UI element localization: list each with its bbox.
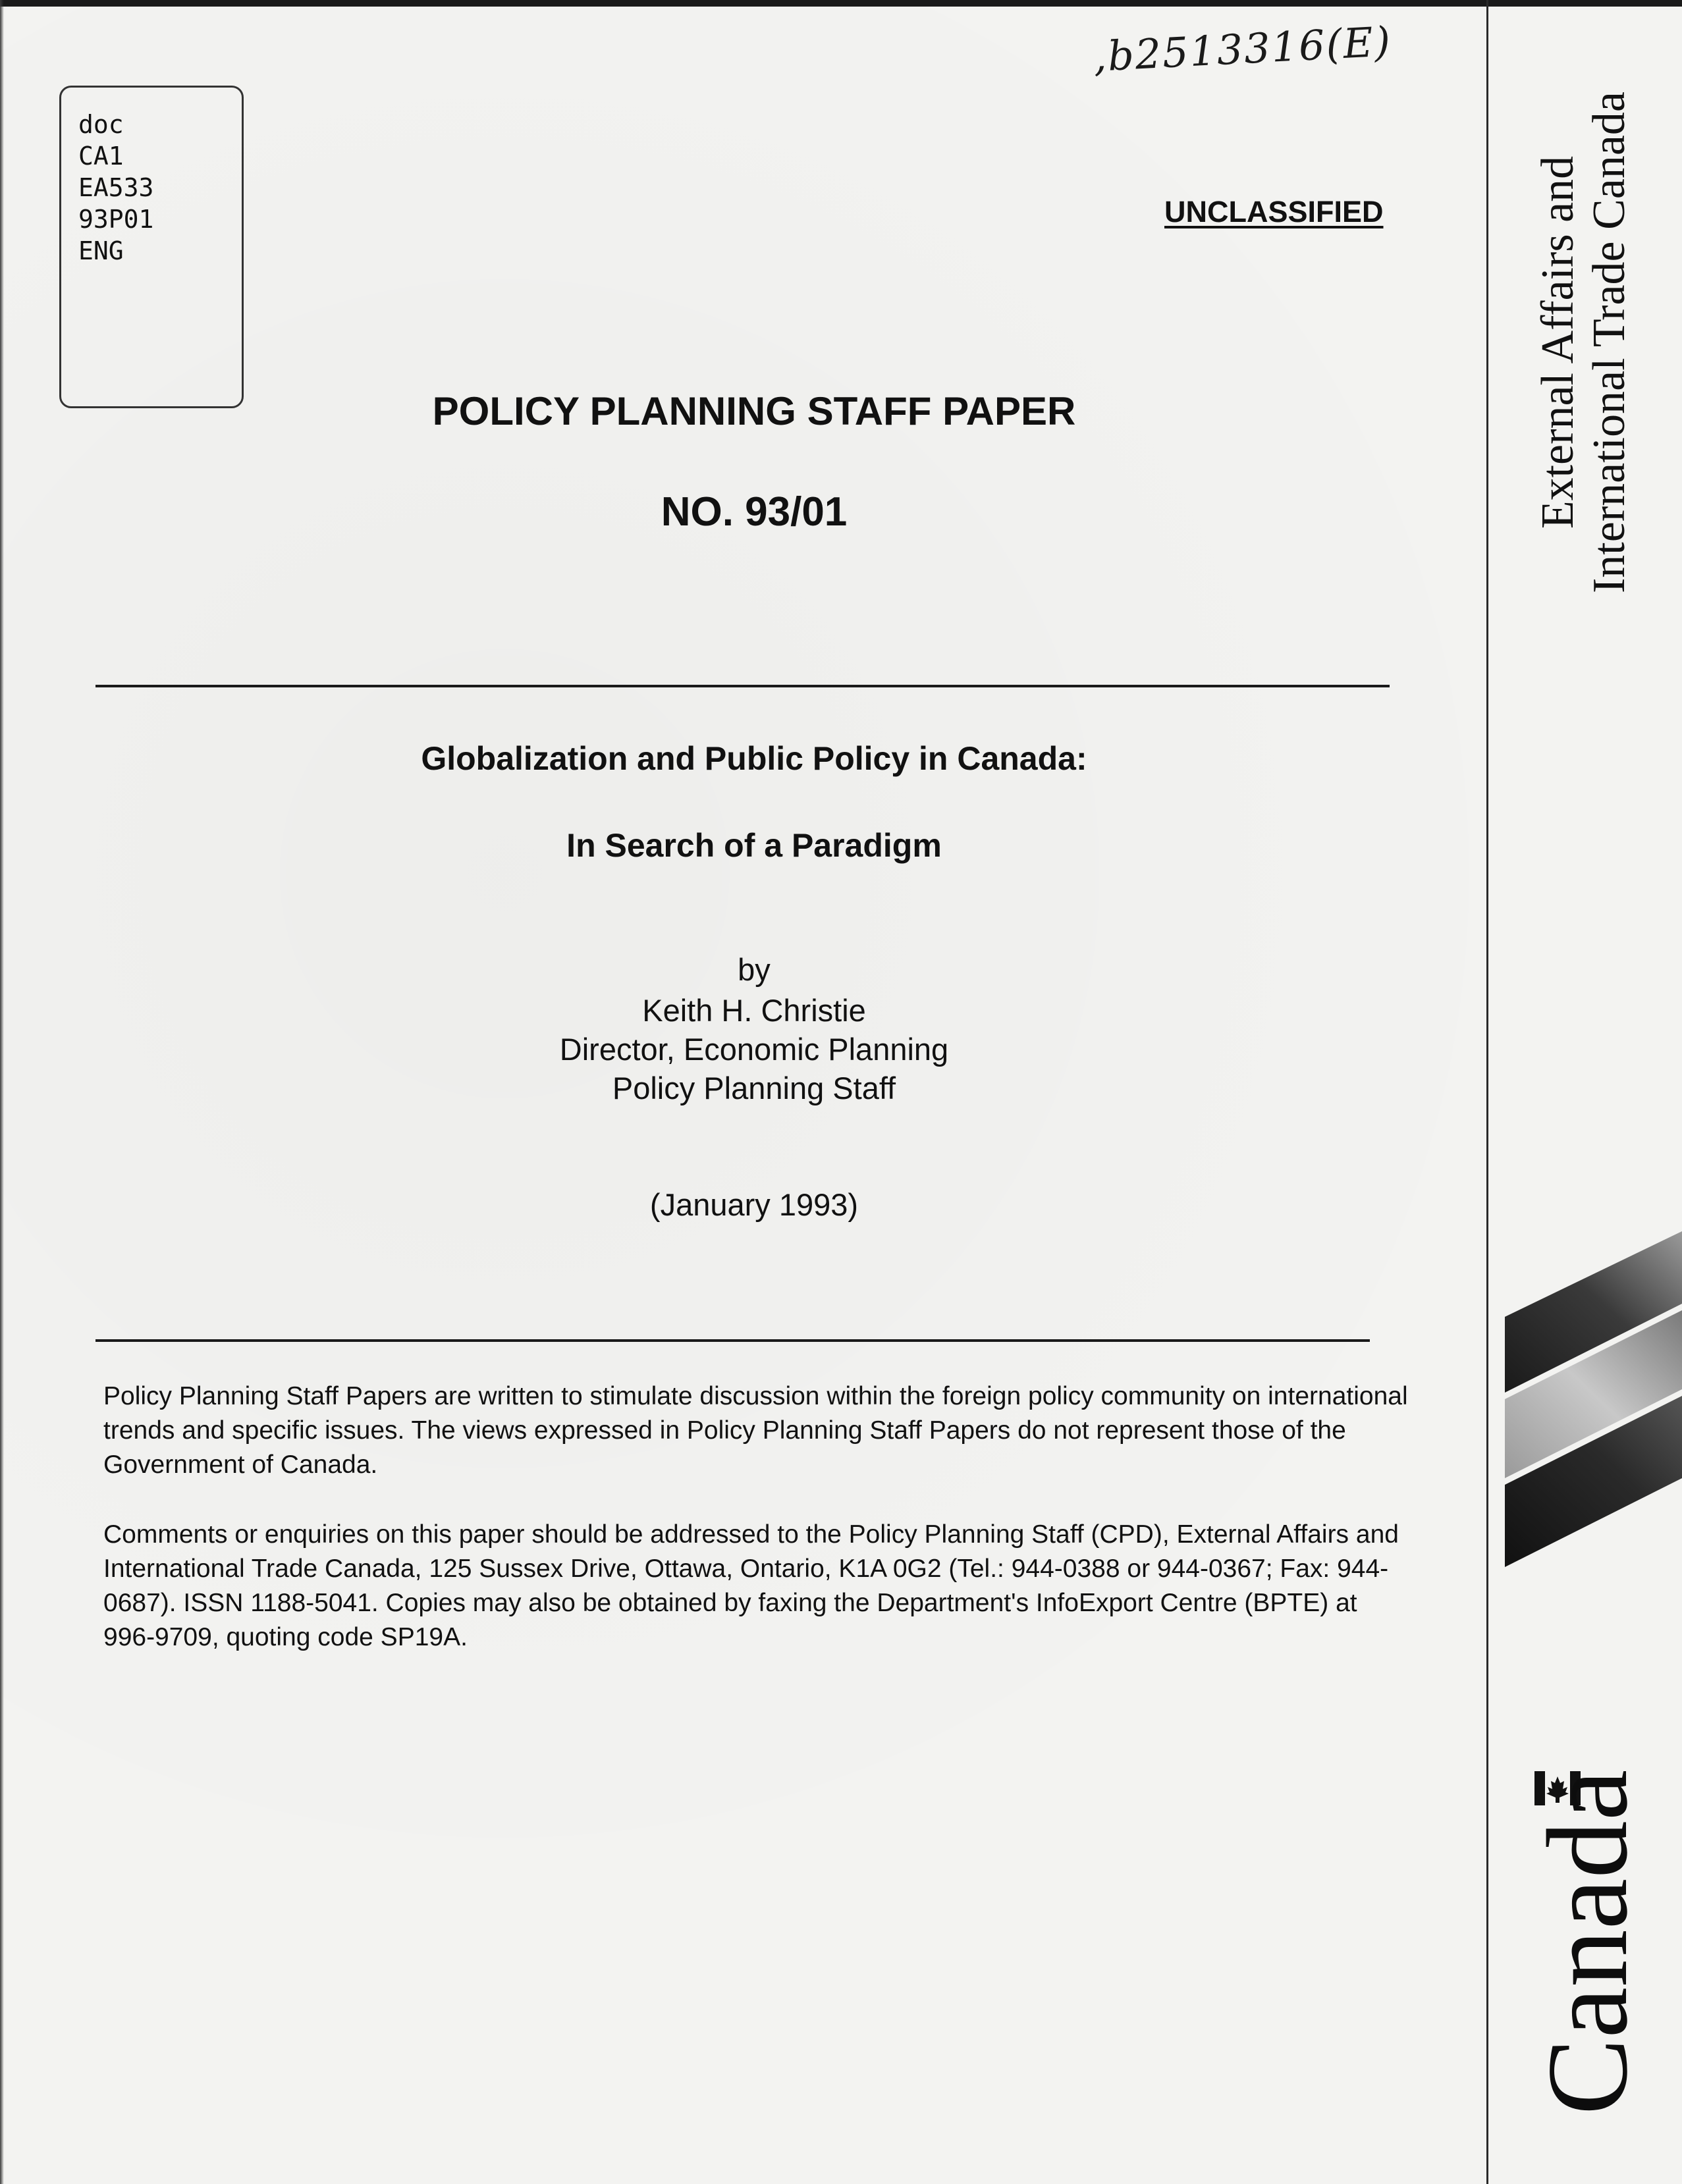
department-name-line-1: External Affairs and (1533, 155, 1583, 529)
byline-by: by (738, 952, 771, 987)
catalog-line-class: CA1 (78, 142, 124, 171)
catalog-line-language: ENG (78, 236, 124, 265)
catalog-label (59, 86, 244, 408)
stripes-graphic-icon (1505, 1225, 1682, 1593)
canada-wordmark-text: Canada (1523, 1769, 1651, 2116)
contact-paragraph: Comments or enquiries on this paper should be addressed to the Policy Planning Staff (CPD), External Affairs and International Trade Canada, 125 Sussex Drive, Ottawa, Ontario, K1A 0G2 (Tel.: 944-0388 or 944-0367; Fax: 944-0687). ISSN 1188-5041. Copies may also be obtained by faxing the Department's InfoExport Centre (BPTE) at 996-9709, quoting code SP19A. (103, 1520, 1399, 1651)
paper-type-heading: POLICY PLANNING STAFF PAPER (432, 389, 1076, 433)
catalog-line-series: EA533 (78, 173, 154, 202)
top-divider-rule (95, 685, 1390, 687)
paper-number: NO. 93/01 (661, 489, 848, 535)
department-name-line-2: International Trade Canada (1584, 91, 1635, 594)
author-position: Director, Economic Planning (559, 1032, 949, 1067)
catalog-line-number: 93P01 (78, 205, 154, 234)
paper-title-line-1: Globalization and Public Policy in Canada: (421, 740, 1087, 777)
author-name: Keith H. Christie (642, 993, 866, 1028)
scan-top-edge (0, 0, 1682, 7)
publication-date: (January 1993) (649, 1187, 859, 1222)
handwritten-code: ,b2513316(E) (1092, 17, 1393, 81)
author-unit: Policy Planning Staff (612, 1071, 896, 1105)
classification-marking: UNCLASSIFIED (1164, 195, 1384, 228)
bottom-divider-rule (95, 1339, 1370, 1342)
disclaimer-paragraph: Policy Planning Staff Papers are written to stimulate discussion within the foreign policy community on international trends and specific issues. The views expressed in Policy Planning Staff Papers do not represent those of the Government of Canada. (103, 1382, 1408, 1479)
catalog-line-doc: doc (78, 110, 124, 139)
paper-title-line-2: In Search of a Paradigm (566, 827, 942, 864)
sidebar-divider (1486, 0, 1488, 2184)
